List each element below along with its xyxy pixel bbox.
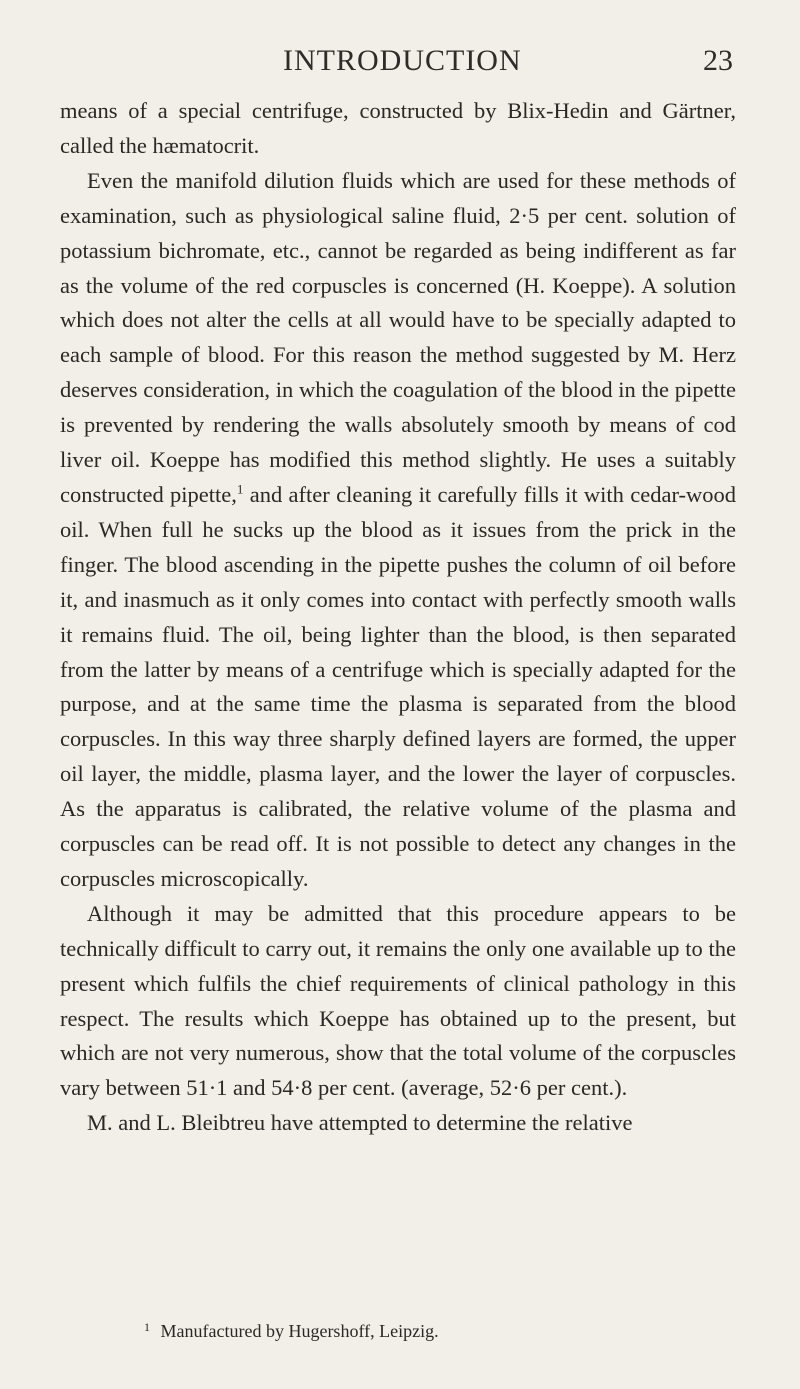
footnote-reference: 1 (236, 481, 244, 497)
paragraph (60, 164, 736, 897)
footnote-text: Manufactured by Hugershoff, Leipzig. (160, 1321, 439, 1341)
paragraph (60, 1106, 736, 1141)
paragraph-text: M. and L. Bleibtreu have attempted to determine the relative (87, 1110, 633, 1136)
paragraph-text: Although it may be admitted that this procedure appears to be technically difficult to carry out, it remains the only one available up to the present which fulfils the chief requirements of clinical pathology in this respect. The results which Koeppe has obtained up to the present, but which are not very numerous, show that the total volume of the corpuscles vary between 51·1 and 54·8 per cent. (average, 52·6 per cent.). (60, 900, 736, 1101)
paragraph (60, 897, 736, 1106)
body-text (60, 94, 736, 1141)
footnote-marker: 1 (144, 1320, 150, 1334)
running-title: INTRODUCTION (283, 44, 522, 77)
paragraph-text: Even the manifold dilution fluids which are used for these methods of examination, such as physiological saline fluid, 2·5 per cent. solution of potassium bichromate, etc., cannot be regarded as being indifferent as far as the volume of the red corpuscles is concerned (H. Koeppe). A solution which does not alter the cells at all would have to be specially adapted to each sample of blood. For this reason the method suggested by M. Herz deserves consideration, in which the coagulation of the blood in the pipette is prevented by rendering the walls absolutely smooth by means of cod liver oil. Koeppe has modified this method slightly. He uses a suitably constructed pipette, (60, 167, 736, 507)
running-header (0, 44, 800, 84)
page-number: 23 (703, 44, 733, 77)
paragraph-text-continued: and after cleaning it carefully fills it with cedar-wood oil. When full he sucks up the blood as it issues from the prick in the finger. The blood ascending in the pipette pushes the column of oil before it, and inasmuch as it only comes into contact with perfectly smooth walls it remains fluid. The oil, being lighter than the blood, is then separated from the latter by means of a centrifuge which is specially adapted for the purpose, and at the same time the plasma is separated from the blood corpuscles. In this way three sharply defined layers are formed, the upper oil layer, the middle, plasma layer, and the lower the layer of corpuscles. As the apparatus is calibrated, the relative volume of the plasma and corpuscles can be read off. It is not possible to detect any changes in the corpuscles microscopically. (60, 481, 736, 891)
paragraph-text: means of a special centrifuge, constructed by Blix-Hedin and Gärtner, called the hæmatocrit. (60, 98, 736, 158)
paragraph (60, 94, 736, 164)
footnote (60, 1318, 736, 1346)
